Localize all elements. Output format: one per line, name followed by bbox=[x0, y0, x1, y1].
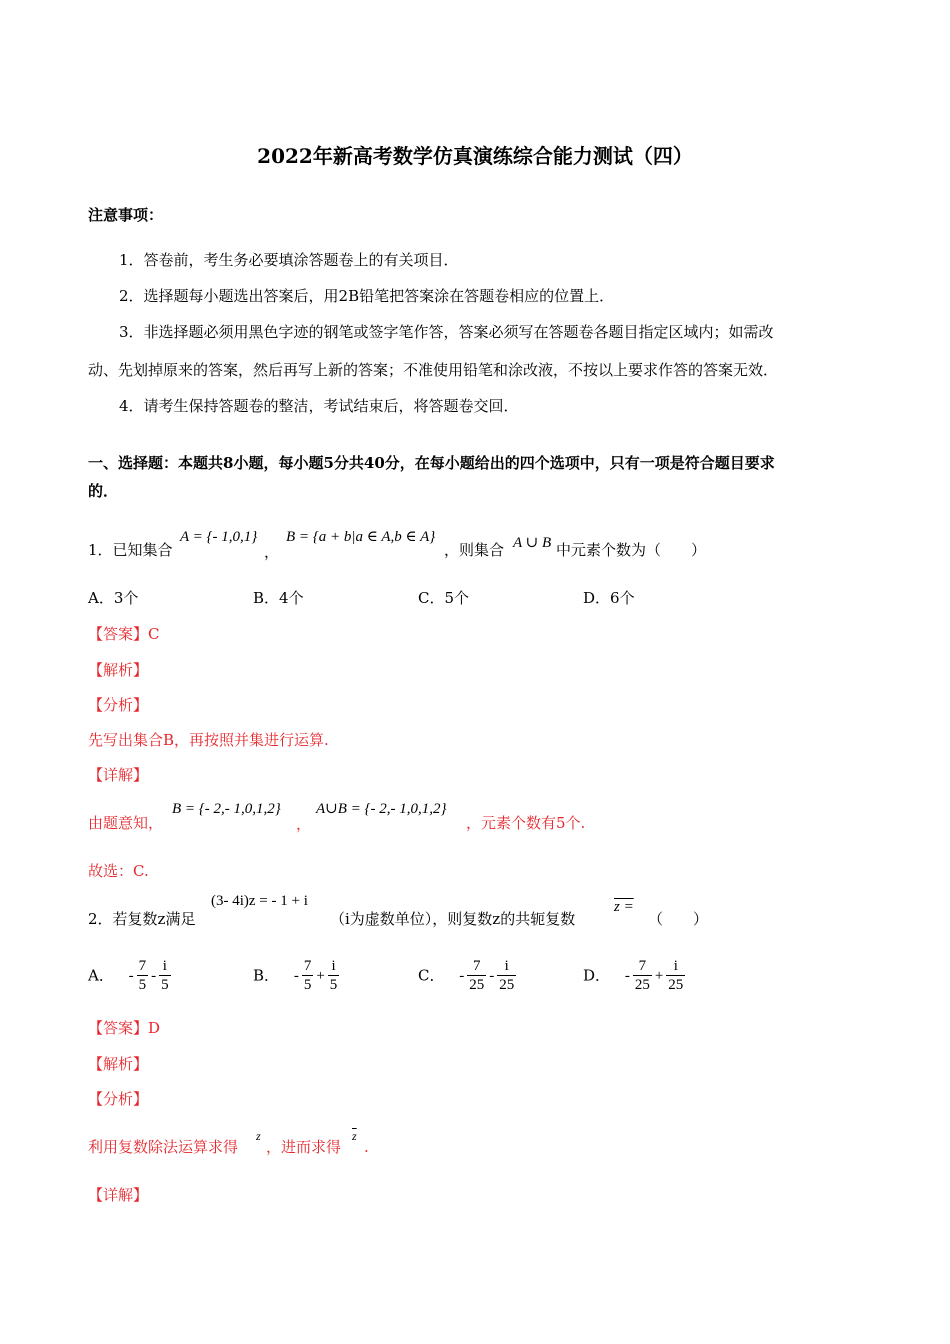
q2-middle: （i为虚数单位），则复数z的共轭复数 bbox=[330, 910, 576, 928]
q1-detail-suffix: ，元素个数有5个. bbox=[466, 814, 586, 832]
q2-fenxi-label: 【分析】 bbox=[88, 1090, 149, 1108]
q1-suffix: 中元素个数为（ ） bbox=[556, 541, 707, 559]
notice-item-1: 1．答卷前，考生务必要填涂答题卷上的有关项目． bbox=[119, 251, 459, 269]
q2-fenxi-z: z bbox=[256, 1129, 261, 1143]
q2-option-b: B． - $\frac{7}{5}$ + $\frac{i}{5}$ bbox=[253, 958, 338, 993]
q1-option-d: D．6个 bbox=[583, 589, 635, 607]
q1-choose: 故选：C. bbox=[88, 862, 149, 880]
q2-answer: 【答案】D bbox=[88, 1019, 161, 1037]
notice-item-3-continued: 动、先划掉原来的答案，然后再写上新的答案；不准使用铅笔和涂改液，不按以上要求作答的答案无效． bbox=[88, 361, 779, 379]
q2-conjugate: z = bbox=[614, 899, 634, 915]
q1-detail-set-b: B = {- 2,- 1,0,1,2} bbox=[172, 801, 281, 817]
q1-option-c: C．5个 bbox=[418, 589, 470, 607]
q1-analysis-label: 【解析】 bbox=[88, 661, 149, 679]
q2-equation: (3- 4i)z = - 1 + i bbox=[211, 893, 308, 909]
q2-suffix: （ ） bbox=[648, 910, 709, 928]
q2-prefix: 2．若复数z满足 bbox=[88, 910, 196, 928]
q2-fenxi-mid: ，进而求得 bbox=[266, 1138, 342, 1156]
q2-option-c: C． - $\frac{7}{25}$ - $\frac{i}{25}$ bbox=[418, 958, 515, 993]
q1-prefix: 1．已知集合 bbox=[88, 541, 173, 559]
q1-option-b: B．4个 bbox=[253, 589, 304, 607]
q2-option-a: A． - $\frac{7}{5}$ - $\frac{i}{5}$ bbox=[88, 958, 169, 993]
q2-fenxi-end: . bbox=[364, 1138, 369, 1156]
notice-item-4: 4．请考生保持答题卷的整洁，考试结束后，将答题卷交回． bbox=[119, 397, 519, 415]
q1-detail-comma: ， bbox=[296, 815, 312, 833]
q1-detail-union: A∪B = {- 2,- 1,0,1,2} bbox=[316, 801, 447, 817]
q2-analysis-label: 【解析】 bbox=[88, 1055, 149, 1073]
section-heading: 一、选择题：本题共8小题，每小题5分共40分，在每小题给出的四个选项中，只有一项是符合题目要求 bbox=[88, 454, 775, 472]
q1-answer: 【答案】C bbox=[88, 625, 160, 643]
q2-option-d: D． - $\frac{7}{25}$ + $\frac{i}{25}$ bbox=[583, 958, 684, 993]
q1-set-b: B = {a + b|a ∈ A,b ∈ A} bbox=[286, 529, 436, 545]
q1-fenxi-text: 先写出集合B，再按照并集进行运算. bbox=[88, 731, 329, 749]
q1-middle: ，则集合 bbox=[444, 541, 505, 559]
q1-detail-label: 【详解】 bbox=[88, 766, 149, 784]
q1-fenxi-label: 【分析】 bbox=[88, 696, 149, 714]
notice-item-2: 2．选择题每小题选出答案后，用2B铅笔把答案涂在答题卷相应的位置上． bbox=[119, 287, 615, 305]
q2-detail-label: 【详解】 bbox=[88, 1186, 149, 1204]
q1-set-a: A = {- 1,0,1} bbox=[180, 529, 258, 545]
notice-heading: 注意事项： bbox=[88, 206, 164, 224]
q2-fenxi-prefix: 利用复数除法运算求得 bbox=[88, 1138, 239, 1156]
q1-option-a: A．3个 bbox=[88, 589, 139, 607]
page-title: 2022年新高考数学仿真演练综合能力测试（四） bbox=[257, 144, 693, 168]
notice-item-3: 3．非选择题必须用黑色字迹的钢笔或签字笔作答，答案必须写在答题卷各题目指定区域内；如需改 bbox=[119, 323, 774, 341]
q2-fenxi-zbar: $\overline{z}$ bbox=[352, 1129, 357, 1143]
q1-union: A ∪ B bbox=[513, 535, 552, 551]
section-heading-continued: 的． bbox=[88, 482, 119, 500]
q1-comma: ， bbox=[264, 543, 280, 561]
q1-detail-prefix: 由题意知， bbox=[88, 814, 164, 832]
